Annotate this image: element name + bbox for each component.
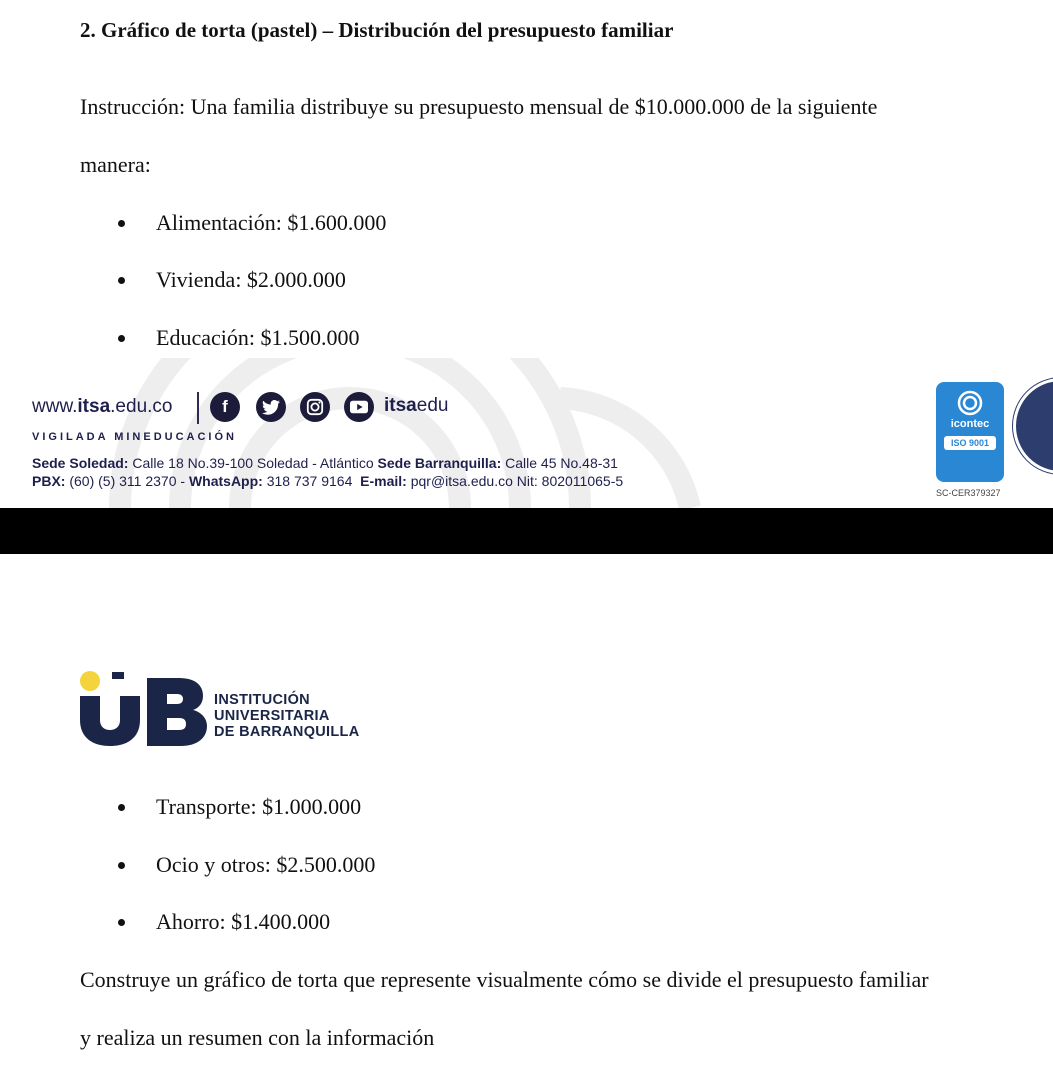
list-item	[118, 210, 386, 236]
youtube-icon[interactable]	[344, 392, 374, 422]
institution-logo	[79, 668, 209, 750]
list-item	[118, 325, 359, 351]
list-item-text: Vivienda: $2.000.000	[156, 267, 346, 292]
page-break-bar	[0, 508, 1053, 554]
list-item-text: Transporte: $1.000.000	[156, 794, 362, 819]
bullet-icon	[118, 335, 125, 342]
social-handle: itsaedu	[384, 395, 449, 416]
list-item-text: Ocio y otros: $2.500.000	[156, 852, 376, 877]
website-link[interactable]: www. itsa .edu.co	[32, 396, 173, 417]
bullet-icon	[118, 919, 125, 926]
icontec-icon	[957, 390, 983, 416]
instruction-line-1: Instrucción: Una familia distribuye su presupuesto mensual de $10.000.000 de la siguiente	[80, 94, 878, 119]
icontec-badge	[936, 382, 1004, 482]
twitter-icon[interactable]	[256, 392, 286, 422]
bullet-icon	[118, 804, 125, 811]
certification-seal-icon	[1013, 378, 1053, 474]
institution-name-line: DE BARRANQUILLA	[214, 724, 360, 740]
institution-name-line: INSTITUCIÓN	[214, 692, 310, 708]
list-item	[118, 794, 361, 820]
section-heading: 2. Gráfico de torta (pastel) – Distribución del presupuesto familiar	[80, 18, 674, 42]
bullet-icon	[118, 862, 125, 869]
list-item	[118, 909, 330, 935]
closing-line-1: Construye un gráfico de torta que represente visualmente cómo se divide el presupuesto familiar	[80, 967, 929, 992]
list-item-text: Alimentación: $1.600.000	[156, 210, 387, 235]
institution-name-line: UNIVERSITARIA	[214, 708, 330, 724]
facebook-icon[interactable]: f	[210, 392, 240, 422]
certificate-code: SC-CER379327	[936, 488, 1001, 498]
bullet-icon	[118, 220, 125, 227]
closing-line-2: y realiza un resumen con la información	[80, 1025, 435, 1050]
bullet-icon	[118, 277, 125, 284]
list-item	[118, 852, 375, 878]
instagram-icon[interactable]	[300, 392, 330, 422]
iso-label: ISO 9001	[944, 436, 996, 450]
icontec-name: icontec	[950, 418, 990, 430]
list-item	[118, 267, 346, 293]
institution-name	[214, 692, 359, 740]
divider	[197, 392, 199, 424]
instruction-line-2: manera:	[80, 152, 151, 177]
list-item-text: Ahorro: $1.400.000	[156, 909, 331, 934]
list-item-text: Educación: $1.500.000	[156, 325, 360, 350]
page-footer	[0, 358, 1053, 508]
address-block: Sede Soledad: Calle 18 No.39-100 Soledad - Atlántico Sede Barranquilla: Calle 45 No.48-31 PBX: (60) (5) 311 2370 - WhatsApp: 318 737 9164 E-mail: pqr@itsa.edu.co Nit: 802011065-5	[32, 455, 624, 489]
vigilada-text: VIGILADA MINEDUCACIÓN	[32, 431, 237, 443]
